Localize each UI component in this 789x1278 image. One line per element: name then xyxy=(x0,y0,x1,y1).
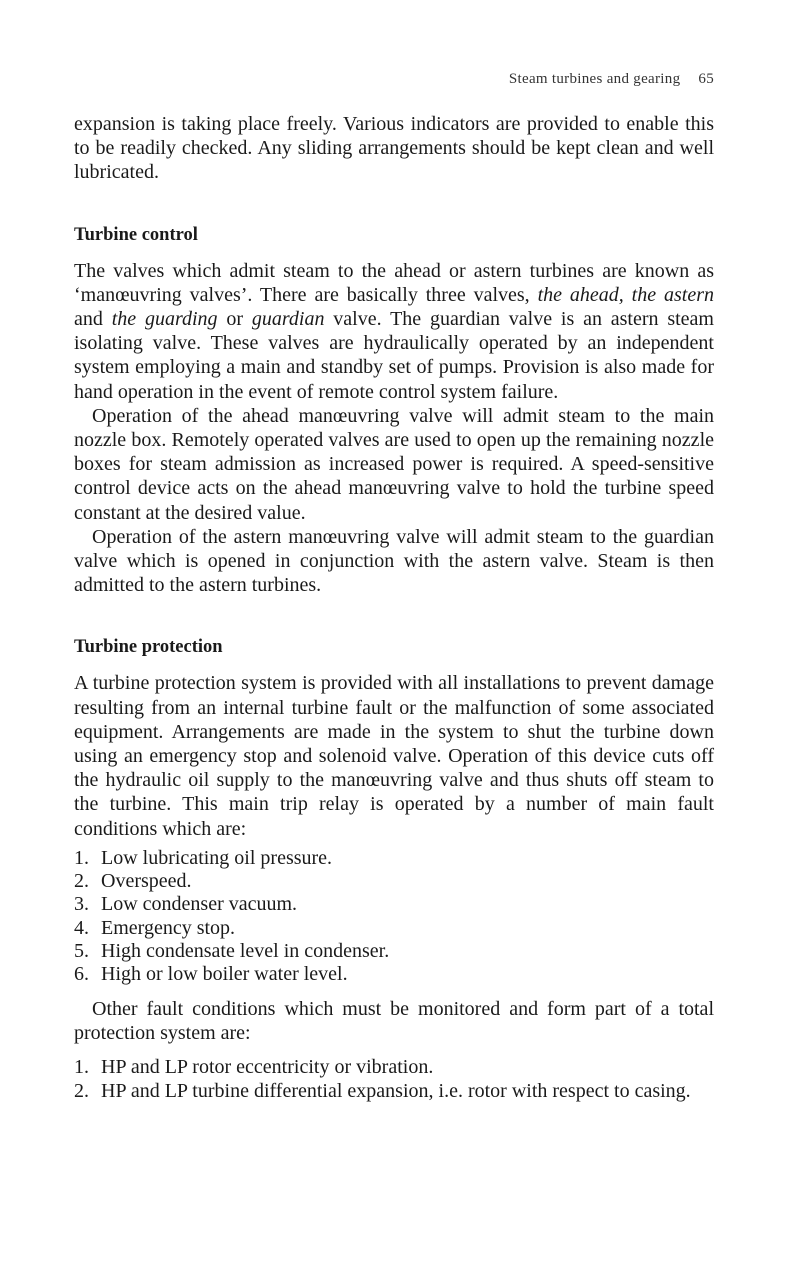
list-item: 1. HP and LP rotor eccentricity or vibration. xyxy=(74,1056,434,1079)
list-item: 3. Low condenser vacuum. xyxy=(74,893,298,916)
running-title: Steam turbines and gearing xyxy=(508,71,681,87)
list-item: 5. High condensate level in condenser. xyxy=(74,940,390,963)
valve-name-guardian: guardian xyxy=(251,308,325,331)
list-item: 2. HP and LP turbine differential expansion, i.e. rotor with respect to casing. xyxy=(74,1080,691,1103)
other-fault-list xyxy=(74,1055,714,1104)
protection-paragraph-1: A turbine protection system is provided with all installations to prevent damage resulting from an internal turbine fault or the malfunction of some associated equipment. Arrangements are made in the system to shut the turbine down using an emergency stop and solenoid valve. Operation of this device cuts off the hydraulic oil supply to the manœuvring valve and thus shuts off steam to the turbine. This main trip relay is operated by a number of main fault conditions which are: xyxy=(74,672,714,840)
list-item: 6. High or low boiler water level. xyxy=(74,963,348,986)
valve-name-ahead-astern: the ahead, the astern xyxy=(537,283,714,306)
control-paragraph-3: Operation of the astern manœuvring valve will admit steam to the guardian valve which is opened in conjunction with the astern valve. Steam is then admitted to the astern turbines. xyxy=(74,525,714,597)
main-fault-list xyxy=(74,847,714,987)
valve-name-guarding: the guarding xyxy=(111,308,218,331)
book-page xyxy=(74,70,714,1104)
intro-paragraph: expansion is taking place freely. Various indicators are provided to enable this to be readily checked. Any sliding arrangements should be kept clean and well lubricated. xyxy=(74,113,714,184)
running-head xyxy=(74,70,714,88)
protection-paragraph-2: Other fault conditions which must be monitored and form part of a total protection system are: xyxy=(74,997,714,1044)
list-item: 4. Emergency stop. xyxy=(74,916,236,939)
control-paragraph-2: Operation of the ahead manœuvring valve will admit steam to the main nozzle box. Remotely operated valves are used to open up the remaining nozzle boxes for steam admission as increased power is required. A speed-sensitive control device acts on the ahead manœuvring valve to hold the turbine speed constant at the desired value. xyxy=(74,404,714,524)
page-number: 65 xyxy=(698,71,714,87)
list-item: 2. Overspeed. xyxy=(74,870,192,893)
section-heading-turbine-control: Turbine control xyxy=(74,224,198,245)
list-item: 1. Low lubricating oil pressure. xyxy=(74,846,333,869)
control-paragraph-1: The valves which admit steam to the ahead or astern turbines are known as ‘manœuvring valves’. There are basically three valves, the ahead, the astern and the guarding or guardian valve. The guardian valve is an astern steam isolating valve. These valves are hydraulically operated by an independent system employing a main and standby set of pumps. Provision is also made for hand operation in the event of remote control system failure. xyxy=(74,259,714,403)
section-heading-turbine-protection: Turbine protection xyxy=(74,637,223,658)
